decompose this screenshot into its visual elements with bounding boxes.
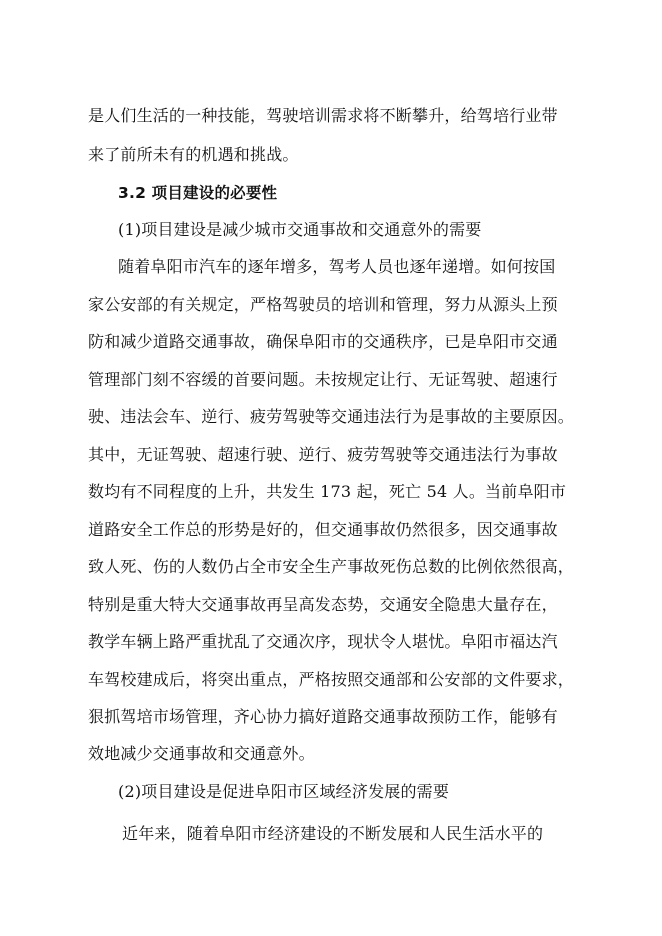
body-text-line: 车驾校建成后，将突出重点，严格按照交通部和公安部的文件要求，: [88, 670, 575, 689]
body-text-line: 是人们生活的一种技能，驾驶培训需求将不断攀升，给驾培行业带: [88, 106, 558, 125]
body-text-line: 防和减少道路交通事故，确保阜阳市的交通秩序，已是阜阳市交通: [88, 332, 558, 351]
body-text-line: 效地减少交通事故和交通意外。: [88, 744, 315, 763]
subsection-heading: (1)项目建设是减少城市交通事故和交通意外的需要: [118, 220, 482, 239]
body-text-line: 道路安全工作总的形势是好的，但交通事故仍然很多，因交通事故: [88, 520, 558, 539]
body-text-line: 随着阜阳市汽车的逐年增多，驾考人员也逐年递增。如何按国: [118, 257, 556, 276]
body-text-line: 近年来，随着阜阳市经济建设的不断发展和人民生活水平的: [122, 824, 544, 843]
body-text-line: 狠抓驾培市场管理，齐心协力搞好道路交通事故预防工作，能够有: [88, 707, 558, 726]
section-heading: 3.2 项目建设的必要性: [118, 184, 278, 202]
body-text-line: 致人死、伤的人数仍占全市安全生产事故死伤总数的比例依然很高，: [88, 557, 575, 576]
body-text-line: 驶、违法会车、逆行、疲劳驾驶等交通违法行为是事故的主要原因。: [88, 407, 575, 426]
subsection-heading: (2)项目建设是促进阜阳市区域经济发展的需要: [118, 782, 450, 801]
body-text-line: 数均有不同程度的上升，共发生 173 起，死亡 54 人。当前阜阳市: [88, 482, 567, 501]
body-text-line: 其中，无证驾驶、超速行驶、逆行、疲劳驾驶等交通违法行为事故: [88, 445, 558, 464]
body-text-line: 来了前所未有的机遇和挑战。: [88, 145, 299, 164]
body-text-line: 家公安部的有关规定，严格驾驶员的培训和管理，努力从源头上预: [88, 295, 558, 314]
body-text-line: 教学车辆上路严重扰乱了交通次序，现状令人堪忧。阜阳市福达汽: [88, 632, 558, 651]
body-text-line: 管理部门刻不容缓的首要问题。未按规定让行、无证驾驶、超速行: [88, 370, 558, 389]
body-text-line: 特别是重大特大交通事故再呈高发态势，交通安全隐患大量存在，: [88, 595, 558, 614]
